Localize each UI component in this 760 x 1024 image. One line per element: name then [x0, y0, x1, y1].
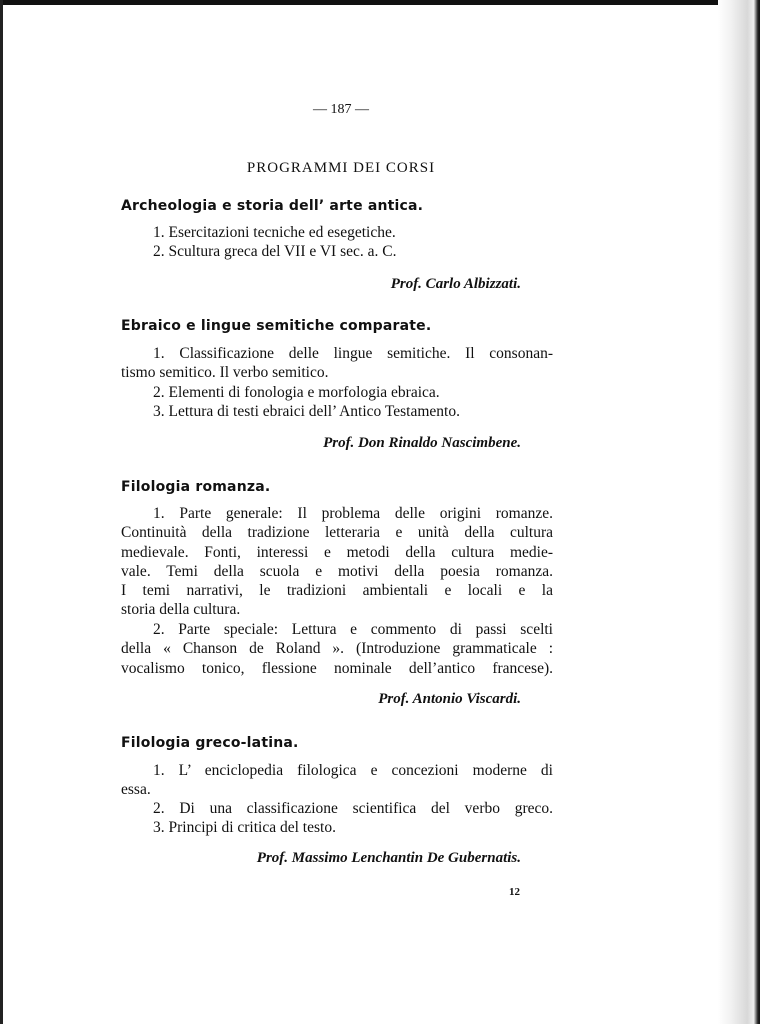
professor-name: Prof. Don Rinaldo Nascimbene.	[323, 435, 521, 451]
section-heading: Ebraico e lingue semitiche comparate.	[121, 318, 432, 334]
text-line: 1. Parte generale: Il problema delle origini romanze.	[153, 505, 553, 522]
text-line: 1. L’ enciclopedia filologica e concezioni moderne di	[153, 762, 553, 779]
text-line: 3. Principi di critica del testo.	[153, 819, 336, 836]
text-line: Continuità della tradizione letteraria e unità della cultura	[121, 524, 553, 541]
text-line: 1. Esercitazioni tecniche ed esegetiche.	[153, 224, 396, 241]
professor-name: Prof. Massimo Lenchantin De Gubernatis.	[256, 850, 521, 866]
text-line: tismo semitico. Il verbo semitico.	[121, 364, 329, 381]
page-number: — 187 —	[313, 102, 369, 117]
text-line: vocalismo tonico, flessione nominale dell’antico francese).	[121, 660, 553, 677]
text-line: 2. Parte speciale: Lettura e commento di passi scelti	[153, 621, 553, 638]
text-line: essa.	[121, 781, 151, 798]
section-heading: Filologia romanza.	[121, 479, 271, 495]
professor-name: Prof. Antonio Viscardi.	[378, 691, 521, 707]
text-line: 3. Lettura di testi ebraici dell’ Antico Testamento.	[153, 403, 460, 420]
section-heading: Archeologia e storia dell’ arte antica.	[121, 198, 424, 214]
text-line: vale. Temi della scuola e motivi della poesia romanza.	[121, 563, 553, 580]
scan-right-edge	[718, 0, 760, 1024]
signature-mark: 12	[509, 886, 520, 898]
section-heading: Filologia greco-latina.	[121, 735, 299, 751]
text-line: medievale. Fonti, interessi e metodi della cultura medie-	[121, 544, 553, 561]
text-line: storia della cultura.	[121, 601, 241, 618]
page-title: PROGRAMMI DEI CORSI	[246, 160, 436, 176]
text-line: 2. Elementi di fonologia e morfologia ebraica.	[153, 384, 440, 401]
text-line: 2. Di una classificazione scientifica del verbo greco.	[153, 800, 553, 817]
professor-name: Prof. Carlo Albizzati.	[390, 276, 521, 292]
text-line: della « Chanson de Roland ». (Introduzione grammaticale :	[121, 640, 553, 657]
text-line: 1. Classificazione delle lingue semitiche. Il consonan-	[153, 345, 553, 362]
scan-left-border	[0, 0, 3, 1024]
scan-top-border	[0, 0, 760, 5]
text-line: I temi narrativi, le tradizioni ambientali e locali e la	[121, 582, 553, 599]
text-line: 2. Scultura greca del VII e VI sec. a. C.	[153, 243, 397, 260]
